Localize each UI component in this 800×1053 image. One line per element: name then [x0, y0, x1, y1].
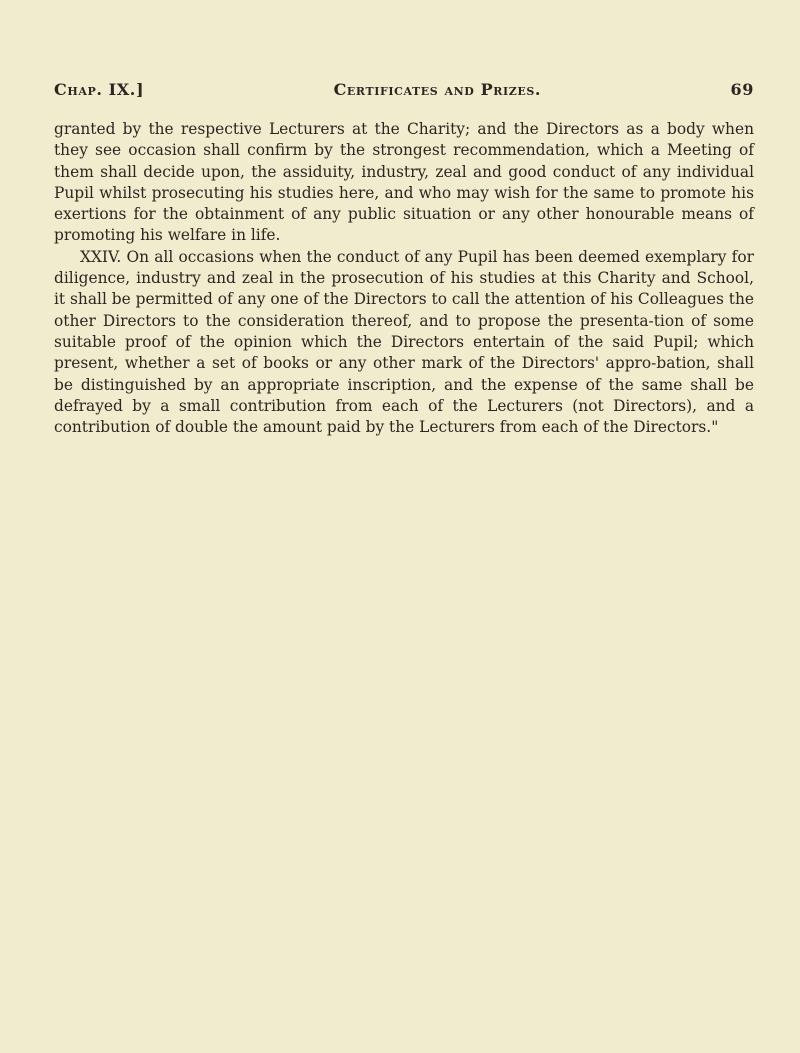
- page-number: 69: [730, 80, 754, 99]
- body-text: [54, 119, 754, 438]
- paragraph-article-xxiv: XXIV. On all occasions when the conduct of any Pupil has been deemed exemplary for diligence, industry and zeal in the prosecution of his studies at this Charity and School, it shall be permitted of any one of the Directors to call the attention of his Colleagues the other Directors to the consideration thereof, and to propose the presenta-tion of some suitable proof of the opinion which the Directors entertain of the said Pupil; which present, whether a set of books or any other mark of the Directors' appro-bation, shall be distinguished by an appropriate inscription, and the expense of the same shall be defrayed by a small contribution from each of the Lecturers (not Directors), and a contribution of double the amount paid by the Lecturers from each of the Directors.": [54, 247, 754, 437]
- running-header: [54, 80, 754, 108]
- paragraph-continuation: granted by the respective Lecturers at the Charity; and the Directors as a body when they see occasion shall confirm by the strongest recommendation, which a Meeting of them shall decide upon, the assiduity, industry, zeal and good conduct of any individual Pupil whilst prosecuting his studies here, and who may wish for the same to promote his exertions for the obtainment of any public situation or any other honourable means of promoting his welfare in life.: [54, 120, 754, 245]
- book-page: [54, 80, 754, 438]
- section-title: Certificates and Prizes.: [333, 80, 542, 99]
- chapter-label: Chap. IX.]: [54, 80, 145, 99]
